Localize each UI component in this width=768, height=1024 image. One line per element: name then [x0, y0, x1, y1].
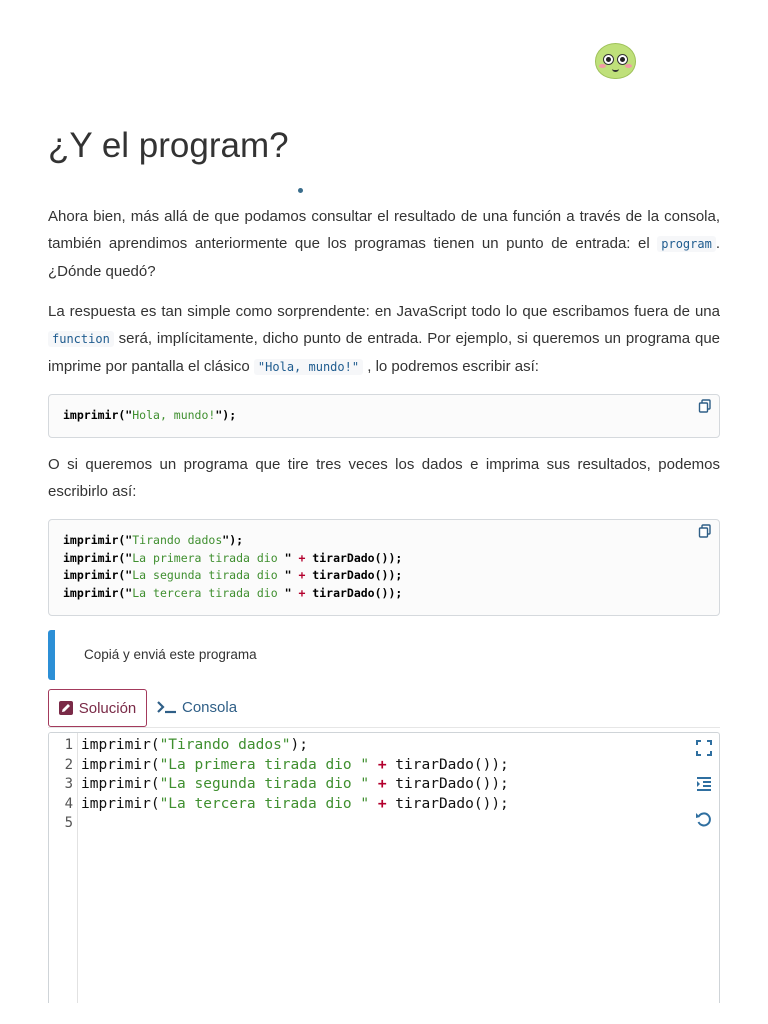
code-operator: + — [298, 585, 306, 600]
code-string: "La segunda tirada dio " — [159, 776, 370, 792]
code-block — [49, 395, 719, 437]
code-token: "); — [215, 408, 237, 422]
paragraph-explanation — [48, 298, 720, 381]
code-token: " — [284, 568, 299, 582]
code-token: imprimir(" — [63, 568, 133, 582]
code-editor[interactable] — [48, 732, 720, 1003]
line-number: 2 — [64, 756, 73, 773]
paragraph-text: , lo podremos escribir así: — [363, 358, 539, 375]
line-number: 3 — [64, 776, 73, 792]
code-token: imprimir(" — [63, 550, 133, 565]
paragraph-text: . ¿Dónde quedó? — [48, 235, 720, 280]
editor-line[interactable] — [81, 756, 509, 776]
terminal-icon — [156, 700, 178, 714]
code-token: tirarDado()); — [386, 795, 509, 812]
code-token: imprimir( — [81, 776, 160, 792]
code-example-hola — [48, 394, 720, 438]
code-string: "Tirando dados" — [159, 737, 291, 753]
progress-dot — [298, 188, 303, 193]
code-token: imprimir(" — [63, 533, 133, 547]
code-token: imprimir( — [81, 756, 160, 773]
code-operator: + — [377, 756, 387, 773]
code-operator: + — [298, 568, 306, 582]
inline-code-hola: "Hola, mundo!" — [254, 359, 363, 375]
paragraph-text: será, implícitamente, dicho punto de entrada. Por ejemplo, si queremos un programa que imprime por pantalla el clásico — [48, 330, 720, 375]
code-token: " — [284, 585, 299, 600]
line-number: 1 — [64, 737, 73, 753]
inline-code-function: function — [48, 331, 114, 347]
code-string: La tercera tirada dio — [132, 585, 285, 600]
code-token: tirarDado()); — [386, 756, 509, 773]
code-token: tirarDado()); — [305, 585, 403, 600]
edit-icon — [59, 701, 73, 715]
code-token: tirarDado()); — [386, 776, 509, 792]
avatar-right-cheek — [625, 64, 632, 68]
avatar[interactable] — [595, 43, 636, 79]
editor-tabs — [48, 689, 720, 728]
exercise-callout — [48, 630, 727, 680]
code-token: "); — [222, 533, 244, 547]
editor-line[interactable] — [81, 775, 509, 795]
code-operator: + — [298, 550, 306, 565]
callout-text: Copiá y enviá este programa — [84, 647, 257, 662]
line-number-gutter — [49, 733, 78, 1003]
fullscreen-icon[interactable] — [695, 739, 713, 757]
paragraph-intro — [48, 203, 720, 285]
code-token: imprimir(" — [63, 585, 133, 600]
code-operator: + — [377, 776, 387, 792]
page-title: ¿Y el program? — [48, 126, 289, 165]
code-example-dice — [48, 519, 720, 616]
avatar-left-cheek — [599, 64, 606, 68]
code-token: imprimir( — [81, 795, 160, 812]
paragraph-dice: O si queremos un programa que tire tres veces los dados e imprima sus resultados, podemos escribirlo así: — [48, 456, 720, 500]
line-number: 4 — [64, 795, 73, 812]
tab-solution[interactable] — [48, 689, 147, 727]
paragraph-text: Ahora bien, más allá de que podamos consultar el resultado de una función a través de la consola, también aprendimos anteriormente que los programas tienen un punto de entrada: el — [48, 208, 720, 252]
reset-icon[interactable] — [695, 811, 713, 829]
tab-console[interactable] — [156, 689, 237, 725]
code-token: tirarDado()); — [305, 568, 403, 582]
paragraph-text: La respuesta es tan simple como sorprendente: en JavaScript todo lo que escribamos fuera de una — [48, 303, 720, 320]
inline-code-program: program — [657, 236, 716, 252]
copy-icon[interactable] — [697, 523, 713, 539]
code-string: Tirando dados — [132, 533, 223, 547]
line-number: 5 — [64, 815, 73, 831]
code-string: Hola, mundo! — [132, 408, 216, 422]
tab-solution-label: Solución — [78, 699, 137, 717]
editor-line[interactable] — [81, 795, 509, 815]
code-block — [49, 520, 719, 614]
indent-icon[interactable] — [695, 775, 713, 793]
code-string: "La primera tirada dio " — [159, 756, 370, 773]
editor-line[interactable] — [81, 814, 509, 834]
code-token: imprimir(" — [63, 408, 133, 422]
code-string: "La tercera tirada dio " — [159, 795, 370, 812]
editor-content[interactable] — [81, 736, 509, 834]
code-token: " — [284, 550, 299, 565]
avatar-left-eye — [603, 54, 614, 65]
copy-icon[interactable] — [697, 398, 713, 414]
code-token: ); — [290, 737, 308, 753]
code-operator: + — [377, 795, 387, 812]
editor-line[interactable] — [81, 736, 509, 756]
tab-console-label: Consola — [182, 698, 238, 716]
code-string: La segunda tirada dio — [132, 568, 285, 582]
code-string: La primera tirada dio — [132, 550, 285, 565]
avatar-mouth — [612, 66, 619, 72]
code-token: tirarDado()); — [305, 550, 403, 565]
code-token: imprimir( — [81, 737, 160, 753]
